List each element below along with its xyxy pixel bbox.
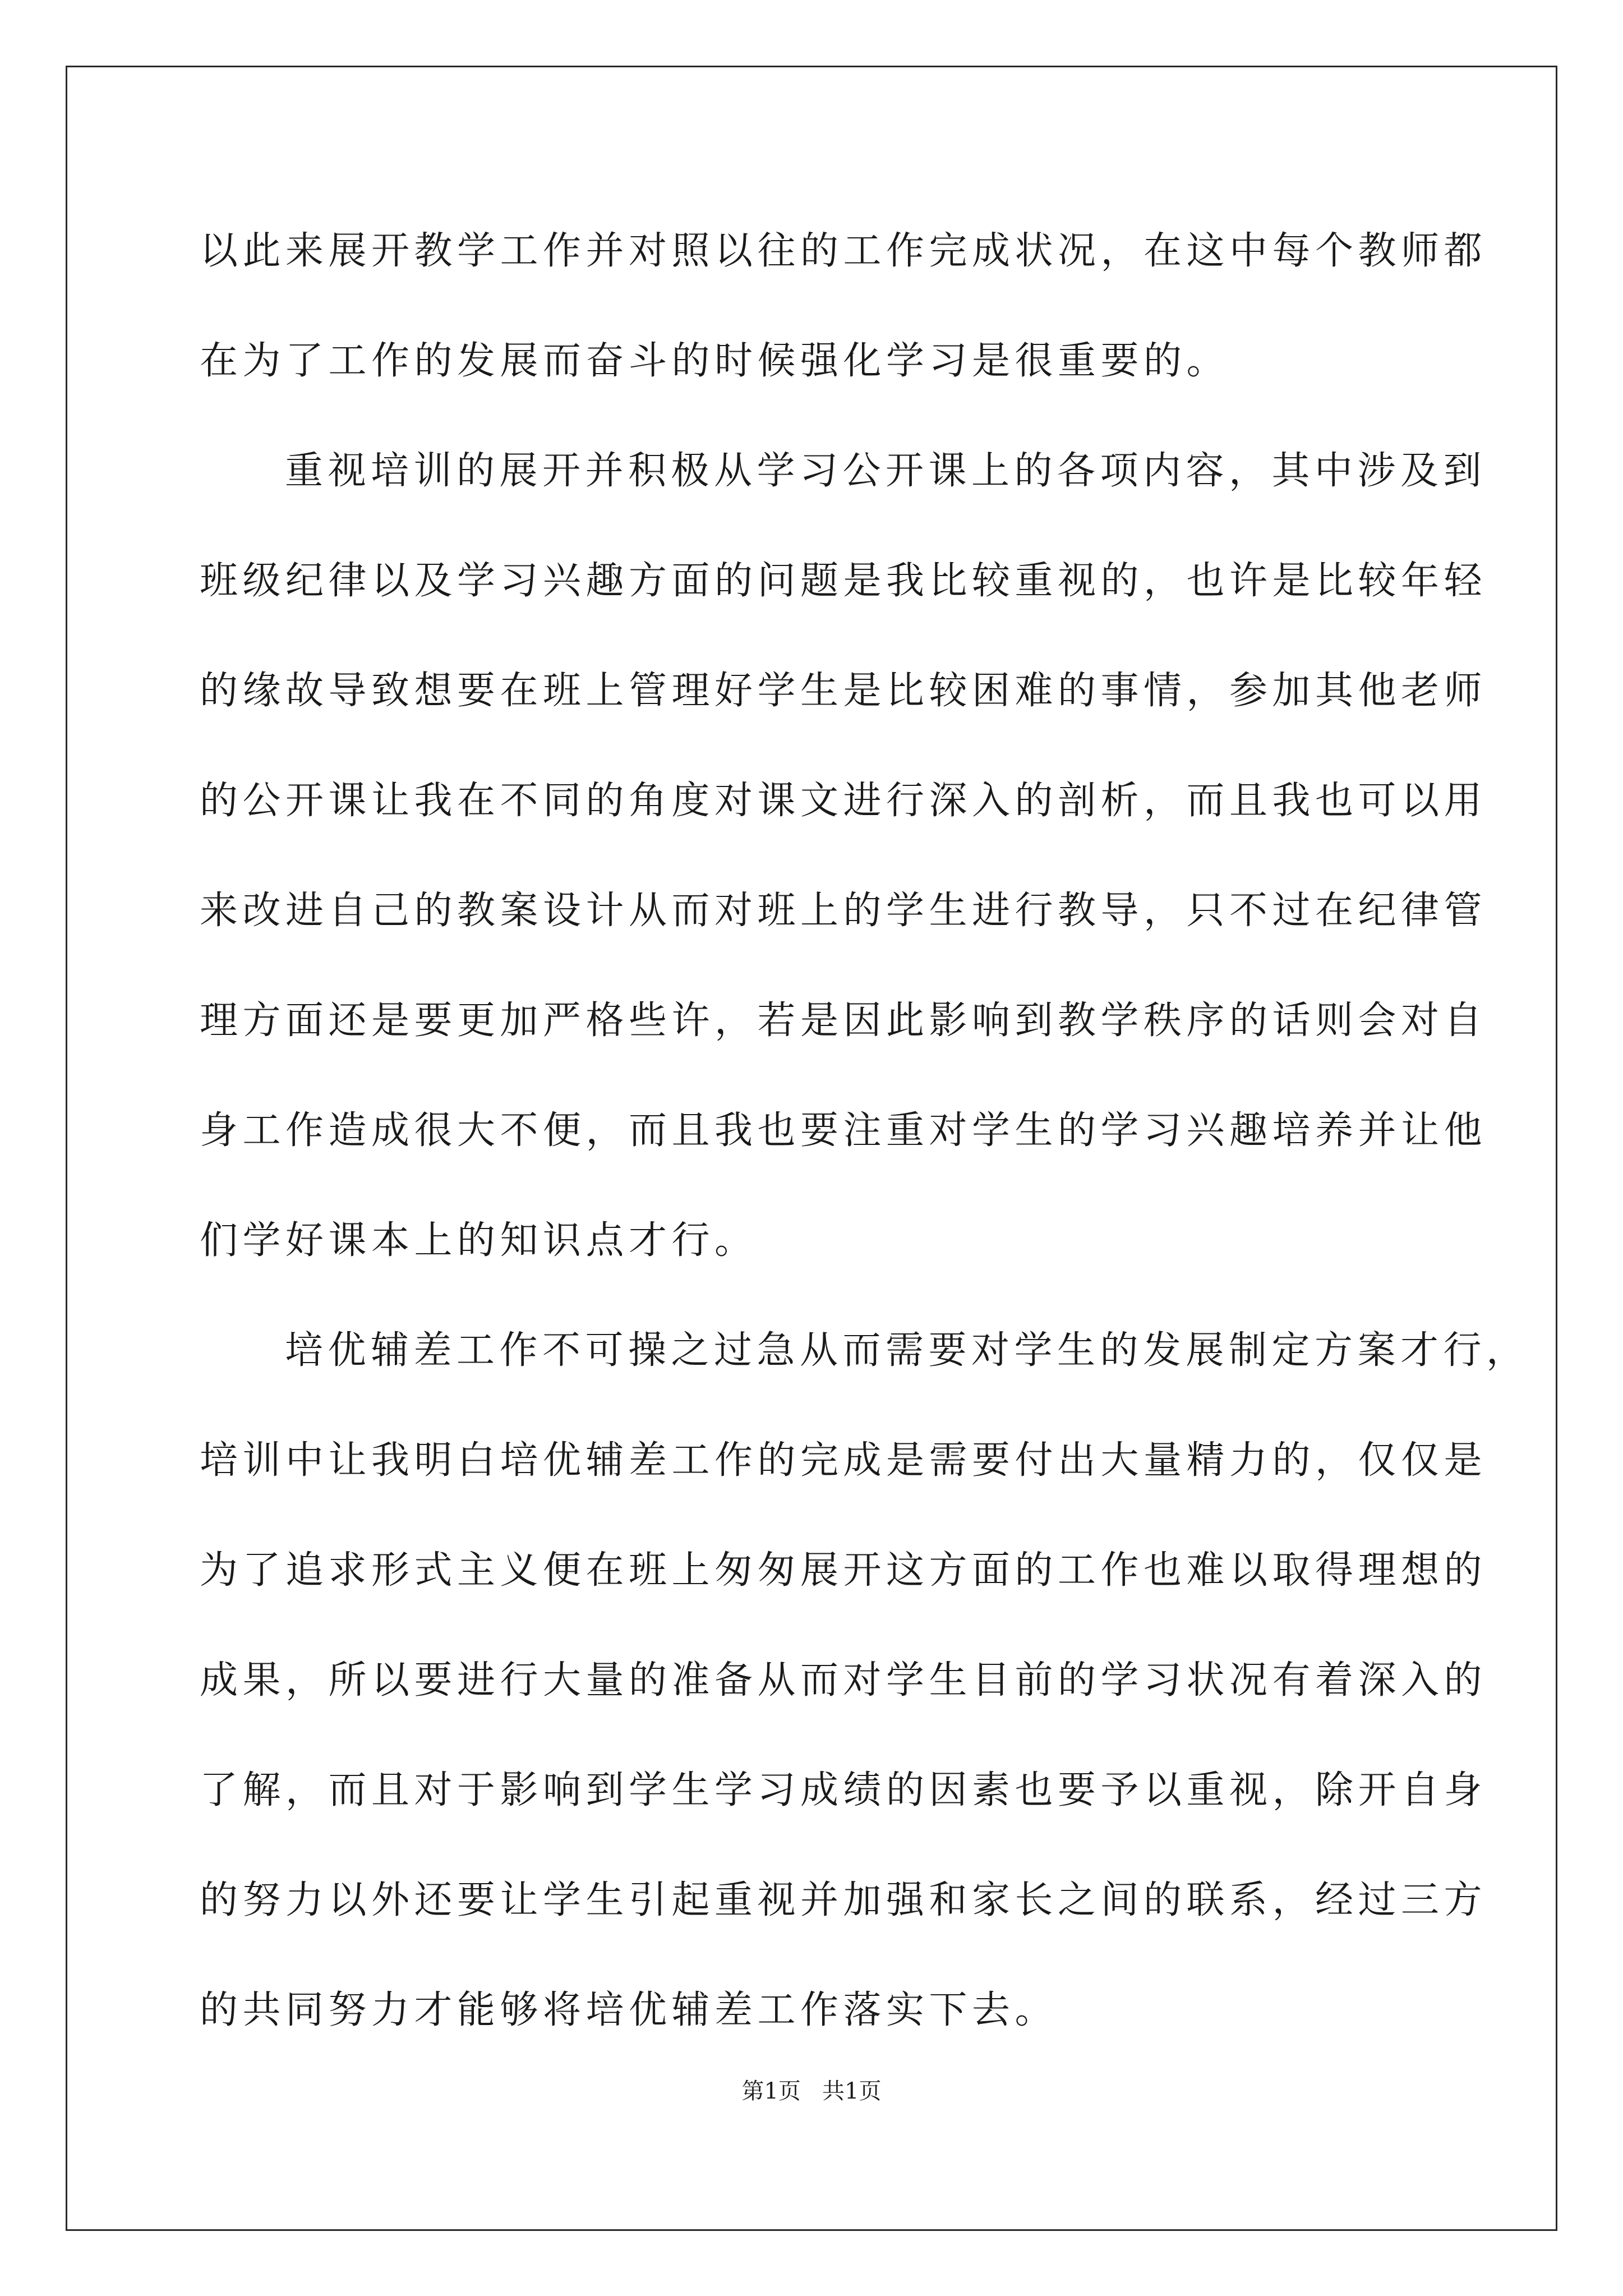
text-line: 的缘故导致想要在班上管理好学生是比较困难的事情，参加其他老师: [200, 669, 1487, 713]
text-line: 来改进自己的教案设计从而对班上的学生进行教导，只不过在纪律管: [200, 889, 1487, 933]
text-line: 们学好课本上的知识点才行。: [200, 1218, 758, 1263]
paragraph: [200, 1314, 1529, 2084]
page-footer: 第1页 共1页: [741, 2078, 882, 2104]
text-line: 的共同努力才能够将培优辅差工作落实下去。: [200, 1988, 1058, 2032]
text-line: 班级纪律以及学习兴趣方面的问题是我比较重视的，也许是比较年轻: [200, 559, 1487, 603]
text-line: 的努力以外还要让学生引起重视并加强和家长之间的联系，经过三方: [200, 1878, 1487, 1922]
text-line: 了解，而且对于影响到学生学习成绩的因素也要予以重视，除开自身: [200, 1768, 1487, 1812]
text-line: 培训中让我明白培优辅差工作的完成是需要付出大量精力的，仅仅是: [200, 1438, 1487, 1483]
paragraph: [200, 435, 1487, 1314]
paragraph: [200, 215, 1487, 435]
document-body: [200, 215, 1529, 2084]
text-line: 重视培训的展开并积极从学习公开课上的各项内容，其中涉及到: [285, 449, 1487, 493]
text-line: 的公开课让我在不同的角度对课文进行深入的剖析，而且我也可以用: [200, 779, 1487, 823]
text-line: 成果，所以要进行大量的准备从而对学生目前的学习状况有着深入的: [200, 1658, 1487, 1703]
text-line: 以此来展开教学工作并对照以往的工作完成状况，在这中每个教师都: [200, 229, 1487, 273]
text-line: 培优辅差工作不可操之过急从而需要对学生的发展制定方案才行，: [285, 1328, 1529, 1373]
text-line: 理方面还是要更加严格些许，若是因此影响到教学秩序的话则会对自: [200, 999, 1487, 1043]
text-line: 在为了工作的发展而奋斗的时候强化学习是很重要的。: [200, 339, 1230, 383]
text-line: 为了追求形式主义便在班上匆匆展开这方面的工作也难以取得理想的: [200, 1548, 1487, 1593]
text-line: 身工作造成很大不便，而且我也要注重对学生的学习兴趣培养并让他: [200, 1108, 1487, 1153]
